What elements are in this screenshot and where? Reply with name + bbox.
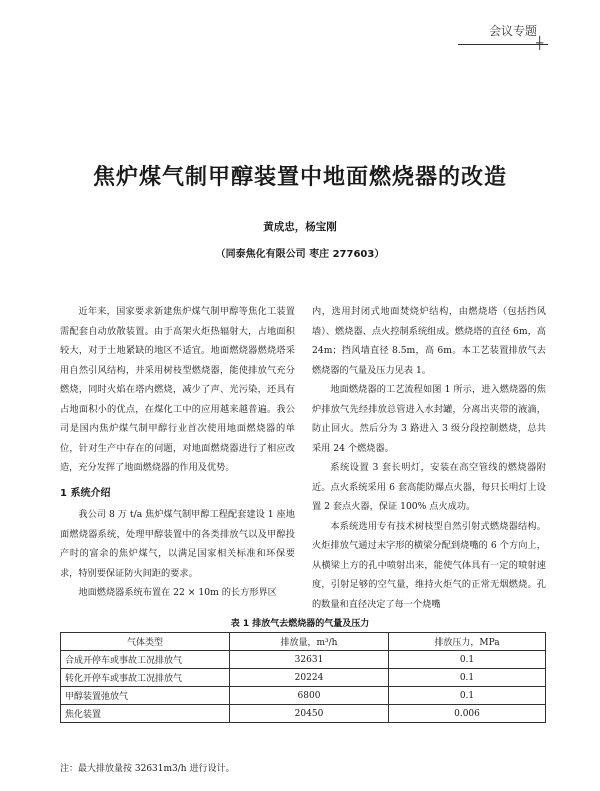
table-cell-gas-type: 合成开停车或事故工况排放气 (61, 651, 230, 669)
section-1-paragraph-2: 地面燃烧器系统布置在 22 × 10m 的长方形界区 (78, 587, 277, 598)
table-row (61, 687, 546, 705)
table-cell-gas-type: 焦化装置 (61, 705, 230, 723)
section-tag-marker-icon: ┼ (536, 36, 544, 50)
intro-paragraph: 近年来，国家要求新建焦炉煤气制甲醇等焦化工装置需配套自动放散装置。由于高架火炬热辐射大，占地面积较大，对于土地紧缺的地区不适宜。地面燃烧器燃烧塔采用自然引风结构，并采用树枝型燃烧器，能使排放气充分燃烧，同时火焰在塔内燃烧，减少了声、光污染，还具有占地面积小的优点，在煤化工中的应用越来越普遍。我公司是国内焦炉煤气制甲醇行业首次使用地面燃烧器的单位，针对生产中存在的问题，对地面燃烧器进行了相应改造，充分发挥了地面燃烧器的作用及优势。 (60, 306, 295, 473)
article-affiliation: （同泰焦化有限公司 枣庄 277603） (215, 249, 385, 260)
section-tag-rule (458, 44, 548, 45)
table-cell-flow: 6800 (230, 687, 389, 705)
right-paragraph-3: 系统设置 3 套长明灯，安装在高空管线的燃烧器附近。点火系统采用 6 套高能防爆点火器，每只长明灯上设置 2 套点火器，保证 100% 点火成功。 (312, 462, 546, 512)
table-1-note: 注：最大排放量按 32631m3/h 进行设计。 (60, 764, 235, 774)
table-row (61, 651, 546, 669)
section-tag: 会议专题 (488, 24, 537, 38)
left-column (60, 302, 295, 603)
table-cell-pressure: 0.1 (389, 651, 546, 669)
table-1 (60, 632, 546, 723)
table-cell-gas-type: 甲醇装置弛放气 (61, 687, 230, 705)
table-header-row (61, 633, 546, 651)
table-1-caption: 表 1 排放气去燃烧器的气量及压力 (230, 619, 370, 629)
table-row (61, 705, 546, 723)
table-header-pressure: 排放压力，MPa (389, 633, 546, 651)
right-paragraph-4: 本系统选用专有技术树枝型自然引射式燃烧器结构。火炬排放气通过末字形的横梁分配到烧嘴的 6 个方向上，从横梁上方的孔中喷射出来，能使气体具有一定的喷射速度，引射足够的空气量，维持火炬气的正常无烟燃烧。孔的数量和直径决定了每一个烧嘴 (312, 520, 546, 610)
table-row (61, 669, 546, 687)
table-header-flow: 排放量，m³/h (230, 633, 389, 651)
article-title: 焦炉煤气制甲醇装置中地面燃烧器的改造 (92, 165, 507, 190)
table-cell-pressure: 0.1 (389, 687, 546, 705)
table-header-gas-type: 气体类型 (61, 633, 230, 651)
table-cell-pressure: 0.1 (389, 669, 546, 687)
table-cell-flow: 20224 (230, 669, 389, 687)
article-authors: 黄成忠，杨宝刚 (263, 221, 337, 233)
table-cell-pressure: 0.006 (389, 705, 546, 723)
table-cell-flow: 32631 (230, 651, 389, 669)
section-1-paragraph-1: 我公司 8 万 t/a 焦炉煤气制甲醇工程配套建设 1 座地面燃烧器系统，处理甲醇装置中的各类排放气以及甲醇投产时的富余的焦炉煤气，以满足国家相关标准和环保要求，特别要保证防火间距的要求。 (60, 509, 295, 579)
section-1-heading: 1 系统介绍 (60, 487, 111, 499)
table-cell-flow: 20450 (230, 705, 389, 723)
right-paragraph-2: 地面燃烧器的工艺流程如图 1 所示，进入燃烧器的焦炉排放气先经排放总管进入水封罐，分离出夹带的液滴，防止回火。然后分为 3 路进入 3 级分段控制燃烧，总共采用 24 个燃烧器。 (312, 384, 546, 454)
table-cell-gas-type: 转化开停车或事故工况排放气 (61, 669, 230, 687)
right-column (312, 302, 546, 614)
right-paragraph-1: 内，选用封闭式地面焚烧炉结构，由燃烧塔（包括挡风墙）、燃烧器、点火控制系统组成。燃烧塔的直径 6m，高 24m；挡风墙直径 8.5m，高 6m。本工艺装置排放气去燃烧器的气量及压力见表 1。 (312, 306, 546, 376)
